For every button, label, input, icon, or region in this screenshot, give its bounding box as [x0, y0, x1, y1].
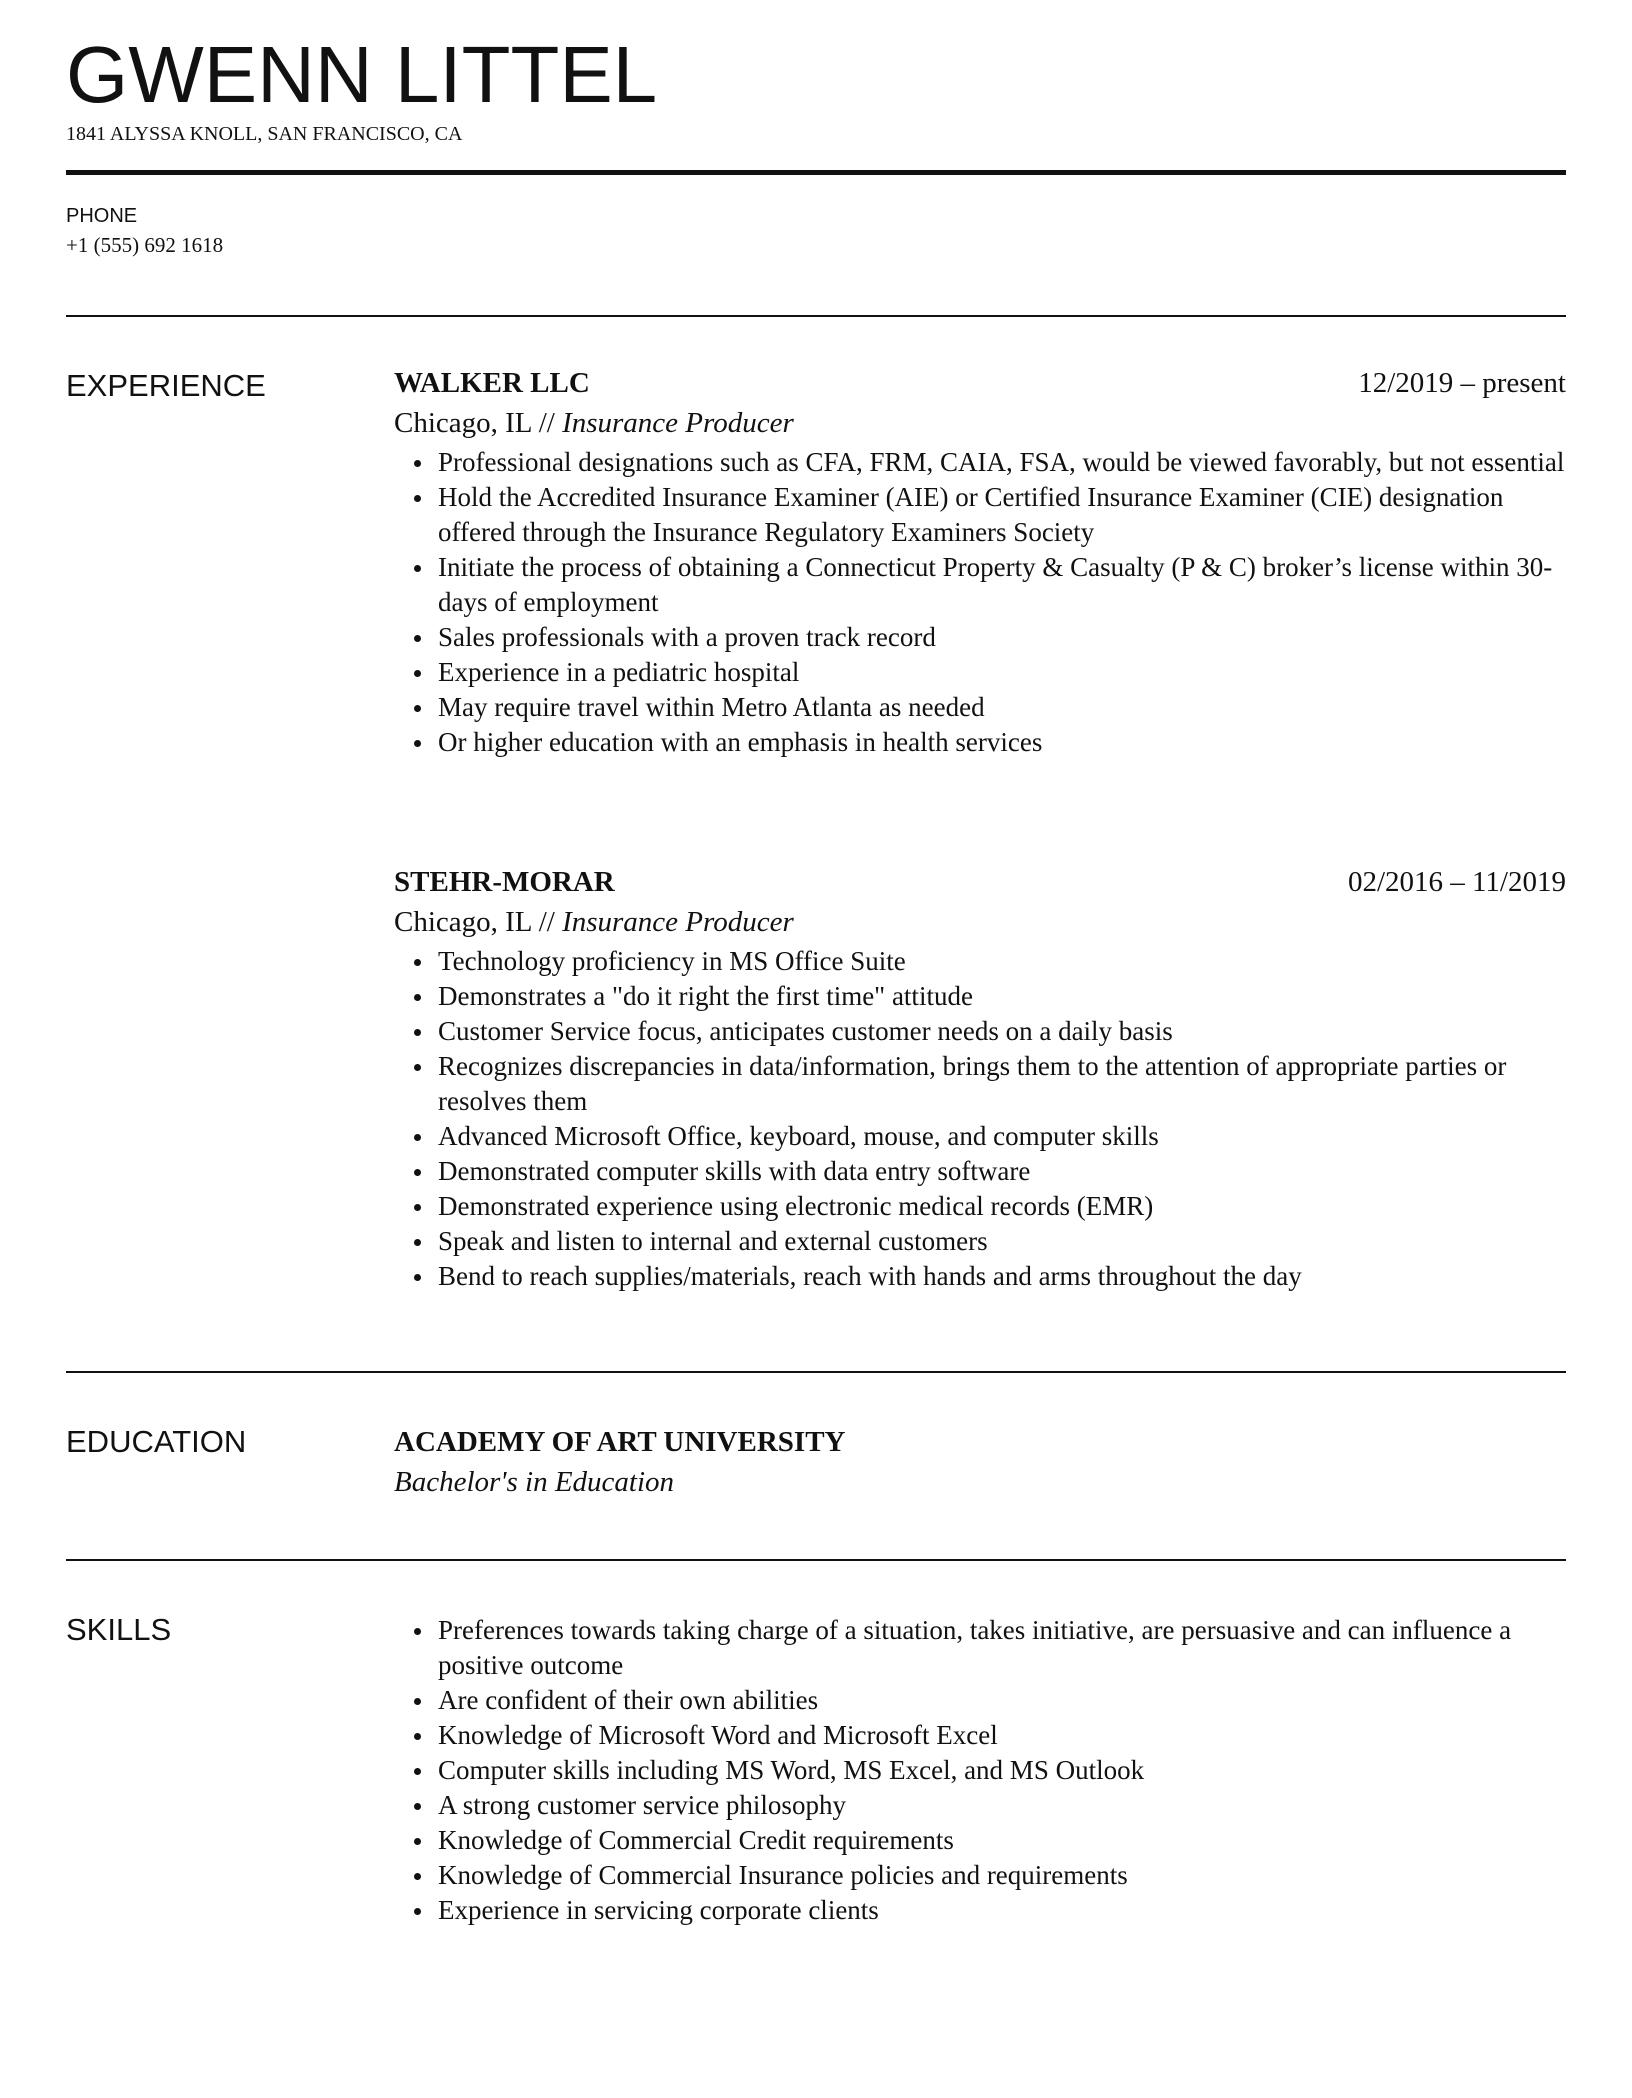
skills-list-container [394, 1611, 1566, 1928]
list-item: Recognizes discrepancies in data/information, brings them to the attention of appropriate parties or resolves them [394, 1049, 1566, 1119]
job-location: Chicago, IL [394, 906, 532, 938]
section-divider [66, 1371, 1566, 1373]
skills-list [394, 1613, 1566, 1928]
list-item: Bend to reach supplies/materials, reach with hands and arms throughout the day [394, 1259, 1566, 1294]
list-item: Or higher education with an emphasis in health services [394, 725, 1566, 760]
list-item: Demonstrated computer skills with data entry software [394, 1154, 1566, 1189]
subline-separator: // [538, 407, 555, 439]
job-dates: 02/2016 – 11/2019 [1347, 866, 1566, 898]
list-item: Knowledge of Commercial Credit requirements [394, 1823, 1566, 1858]
list-item: Computer skills including MS Word, MS Excel, and MS Outlook [394, 1753, 1566, 1788]
list-item: Experience in a pediatric hospital [394, 655, 1566, 690]
section-divider [66, 315, 1566, 317]
list-item: Professional designations such as CFA, FRM, CAIA, FSA, would be viewed favorably, but not essential [394, 445, 1566, 480]
job-location: Chicago, IL [394, 407, 532, 439]
phone-number: +1 (555) 692 1618 [66, 233, 224, 257]
experience-heading: EXPERIENCE [66, 368, 266, 403]
list-item: May require travel within Metro Atlanta as needed [394, 690, 1566, 725]
list-item: Knowledge of Microsoft Word and Microsoft Excel [394, 1718, 1566, 1753]
job-dates: 12/2019 – present [1358, 367, 1566, 399]
list-item: Demonstrated experience using electronic medical records (EMR) [394, 1189, 1566, 1224]
job-role: Insurance Producer [562, 407, 794, 439]
list-item: Sales professionals with a proven track record [394, 620, 1566, 655]
school-name: ACADEMY OF ART UNIVERSITY [394, 1426, 846, 1458]
skills-heading: SKILLS [66, 1612, 172, 1647]
list-item: Preferences towards taking charge of a situation, takes initiative, are persuasive and can influence a positive outcome [394, 1613, 1566, 1683]
education-heading: EDUCATION [66, 1424, 247, 1459]
list-item: Initiate the process of obtaining a Connecticut Property & Casualty (P & C) broker’s license within 30-days of employment [394, 550, 1566, 620]
header-divider [66, 170, 1566, 175]
list-item: Customer Service focus, anticipates customer needs on a daily basis [394, 1014, 1566, 1049]
job-subline [394, 902, 1566, 942]
job-role: Insurance Producer [562, 906, 794, 938]
list-item: Knowledge of Commercial Insurance policies and requirements [394, 1858, 1566, 1893]
list-item: Demonstrates a "do it right the first time" attitude [394, 979, 1566, 1014]
job-bullets [394, 445, 1566, 760]
list-item: Are confident of their own abilities [394, 1683, 1566, 1718]
job-bullets [394, 944, 1566, 1294]
degree: Bachelor's in Education [394, 1466, 675, 1498]
company-name: STEHR-MORAR [394, 866, 615, 898]
candidate-name: GWENN LITTEL [66, 30, 658, 119]
education-entry [394, 1422, 1566, 1502]
job-subline [394, 403, 1566, 443]
company-name: WALKER LLC [394, 367, 590, 399]
list-item: Experience in servicing corporate clients [394, 1893, 1566, 1928]
list-item: Advanced Microsoft Office, keyboard, mouse, and computer skills [394, 1119, 1566, 1154]
address: 1841 ALYSSA KNOLL, SAN FRANCISCO, CA [66, 123, 463, 145]
list-item: Technology proficiency in MS Office Suite [394, 944, 1566, 979]
section-divider [66, 1559, 1566, 1561]
phone-label: PHONE [66, 205, 138, 227]
list-item: Hold the Accredited Insurance Examiner (AIE) or Certified Insurance Examiner (CIE) designation offered through the Insurance Regulatory Examiners Society [394, 480, 1566, 550]
list-item: A strong customer service philosophy [394, 1788, 1566, 1823]
job-entry [394, 862, 1566, 1294]
list-item: Speak and listen to internal and external customers [394, 1224, 1566, 1259]
subline-separator: // [538, 906, 555, 938]
job-entry [394, 363, 1566, 760]
